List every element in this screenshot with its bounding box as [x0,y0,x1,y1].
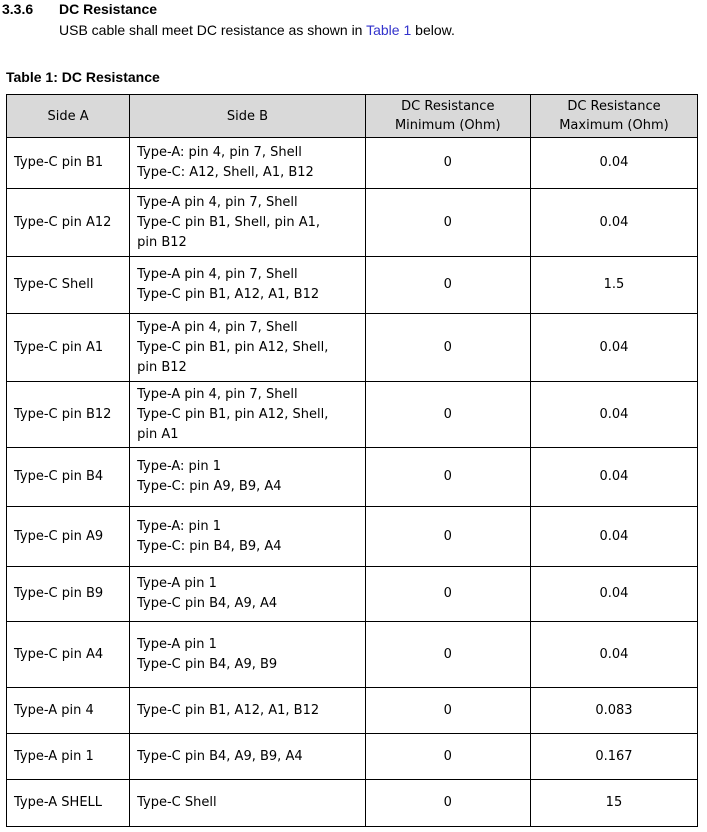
cell-min: 0 [365,507,530,567]
table-row [7,138,698,189]
cell-max: 0.167 [530,734,697,780]
cell-min: 0 [365,189,530,257]
cell-side-b: Type-A: pin 1 Type-C: pin B4, B9, A4 [130,507,366,567]
cell-side-a: Type-C Shell [7,257,130,314]
table-row [7,257,698,314]
header-side-b: Side B [130,95,366,138]
cell-side-b: Type-A pin 4, pin 7, Shell Type-C pin B1, pin A12, Shell, pin B12 [130,314,366,382]
cell-max: 0.04 [530,567,697,622]
cell-max: 0.04 [530,448,697,507]
dc-resistance-table [6,94,698,827]
cell-max: 0.04 [530,189,697,257]
cell-max: 1.5 [530,257,697,314]
cell-side-b: Type-A: pin 1 Type-C: pin A9, B9, A4 [130,448,366,507]
header-side-a: Side A [7,95,130,138]
cell-side-a: Type-C pin B9 [7,567,130,622]
cell-max: 0.04 [530,138,697,189]
cell-side-b: Type-A pin 4, pin 7, Shell Type-C pin B1, Shell, pin A1, pin B12 [130,189,366,257]
cell-max: 15 [530,780,697,827]
cell-max: 0.04 [530,382,697,448]
cell-min: 0 [365,138,530,189]
cell-min: 0 [365,448,530,507]
table-row [7,567,698,622]
header-min-resistance: DC Resistance Minimum (Ohm) [365,95,530,138]
table-row [7,448,698,507]
section-heading [2,0,157,18]
cell-min: 0 [365,257,530,314]
cell-side-b: Type-A pin 1 Type-C pin B4, A9, B9 [130,622,366,688]
table-row [7,734,698,780]
table-caption: Table 1: DC Resistance [6,69,160,85]
cell-side-b: Type-A: pin 4, pin 7, Shell Type-C: A12, Shell, A1, B12 [130,138,366,189]
cell-side-b: Type-C pin B1, A12, A1, B12 [130,688,366,734]
cell-side-b: Type-A pin 1 Type-C pin B4, A9, A4 [130,567,366,622]
cell-side-a: Type-A SHELL [7,780,130,827]
table-row [7,382,698,448]
cell-min: 0 [365,622,530,688]
cell-side-a: Type-C pin B1 [7,138,130,189]
cell-min: 0 [365,314,530,382]
cell-max: 0.04 [530,314,697,382]
cell-min: 0 [365,780,530,827]
section-number: 3.3.6 [2,1,34,17]
cell-min: 0 [365,688,530,734]
table-header-row [7,95,698,138]
cell-side-a: Type-C pin A1 [7,314,130,382]
cell-side-a: Type-C pin A12 [7,189,130,257]
cell-side-a: Type-C pin B4 [7,448,130,507]
section-title: DC Resistance [59,1,158,17]
cell-max: 0.04 [530,622,697,688]
cell-side-a: Type-C pin B12 [7,382,130,448]
table-reference-link[interactable]: Table 1 [366,22,412,38]
section-body-text [59,21,455,39]
cell-side-a: Type-A pin 4 [7,688,130,734]
cell-side-a: Type-C pin A4 [7,622,130,688]
cell-side-b: Type-A pin 4, pin 7, Shell Type-C pin B1, pin A12, Shell, pin A1 [130,382,366,448]
table-row [7,622,698,688]
body-text-after: below. [411,22,455,38]
cell-side-b: Type-C Shell [130,780,366,827]
header-max-resistance: DC Resistance Maximum (Ohm) [530,95,697,138]
cell-side-a: Type-C pin A9 [7,507,130,567]
cell-min: 0 [365,567,530,622]
cell-min: 0 [365,382,530,448]
body-text-before: USB cable shall meet DC resistance as shown in [59,22,367,38]
cell-min: 0 [365,734,530,780]
cell-max: 0.083 [530,688,697,734]
cell-max: 0.04 [530,507,697,567]
table-row [7,314,698,382]
cell-side-b: Type-C pin B4, A9, B9, A4 [130,734,366,780]
table-row [7,688,698,734]
cell-side-a: Type-A pin 1 [7,734,130,780]
table-row [7,189,698,257]
cell-side-b: Type-A pin 4, pin 7, Shell Type-C pin B1, A12, A1, B12 [130,257,366,314]
table-row [7,507,698,567]
table-row [7,780,698,827]
